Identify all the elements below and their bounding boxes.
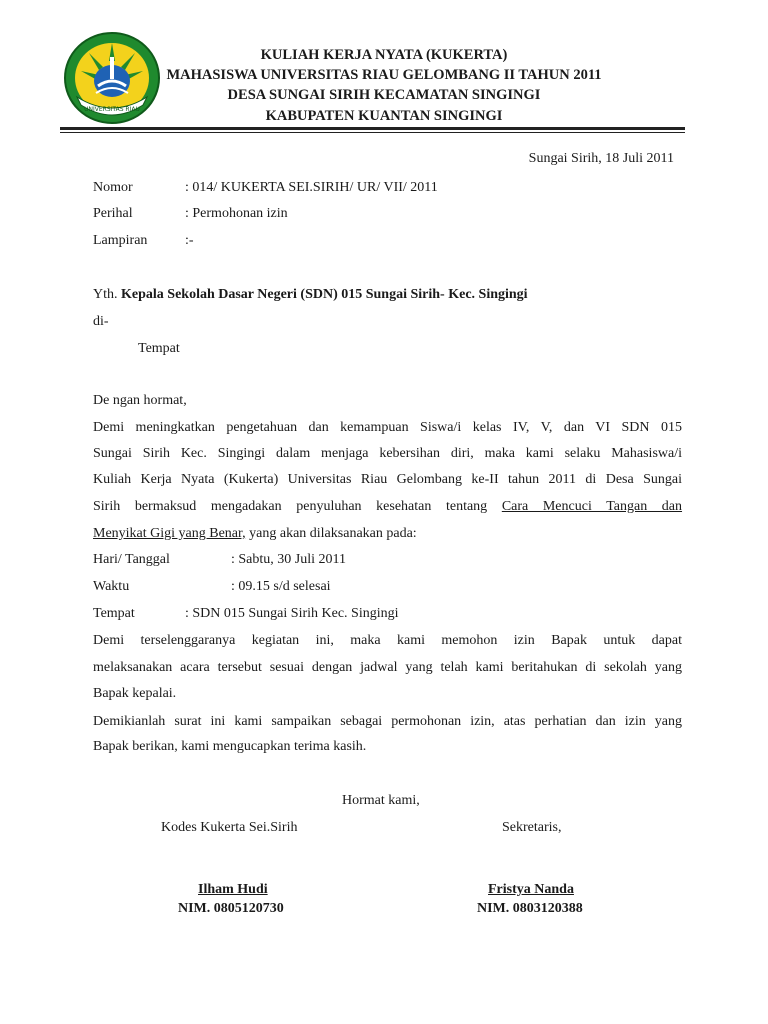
perihal-value: : Permohonan izin	[185, 206, 288, 221]
waktu-label: Waktu	[93, 579, 130, 594]
paragraph-1-line-1: Demi meningkatkan pengetahuan dan kemampuan Siswa/i kelas IV, V, dan VI SDN 015	[93, 420, 682, 435]
yth-label: Yth.	[93, 287, 118, 302]
header-rule-thick	[60, 127, 685, 130]
hari-value: : Sabtu, 30 Juli 2011	[231, 552, 346, 567]
paragraph-1-line-3: Kuliah Kerja Nyata (Kukerta) Universitas Riau Gelombang ke-II tahun 2011 di Desa Sungai	[93, 472, 682, 487]
waktu-value: : 09.15 s/d selesai	[231, 579, 331, 594]
tempat-event-value: : SDN 015 Sungai Sirih Kec. Singingi	[185, 606, 399, 621]
topic-underlined-part-1: Cara Mencuci Tangan dan	[501, 499, 683, 514]
left-signer-title: Kodes Kukerta Sei.Sirih	[161, 820, 298, 835]
svg-text:UNIVERSITAS RIAU: UNIVERSITAS RIAU	[84, 106, 140, 113]
paragraph-1-line-4	[93, 498, 682, 516]
closing-hormat: Hormat kami,	[342, 793, 420, 808]
left-signer-nim: NIM. 0805120730	[178, 901, 284, 916]
perihal-label: Perihal	[93, 206, 133, 221]
paragraph-2-line-1: Demi terselenggaranya kegiatan ini, maka kami memohon izin Bapak untuk dapat	[93, 633, 682, 648]
greeting: De ngan hormat,	[93, 393, 187, 408]
recipient-line	[93, 287, 528, 303]
right-signer-nim: NIM. 0803120388	[477, 901, 583, 916]
header-line-2: MAHASISWA UNIVERSITAS RIAU GELOMBANG II TAHUN 2011	[166, 67, 602, 83]
nomor-label: Nomor	[93, 180, 133, 195]
header-line-1: KULIAH KERJA NYATA (KUKERTA)	[260, 47, 508, 63]
letter-date: Sungai Sirih, 18 Juli 2011	[528, 151, 674, 166]
paragraph-1-line-2: Sungai Sirih Kec. Singingi dalam menjaga kebersihan diri, maka kami selaku Mahasiswa/i	[93, 446, 682, 461]
header-line-3: DESA SUNGAI SIRIH KECAMATAN SINGINGI	[227, 87, 541, 103]
paragraph-1-line-4-text: Sirih bermaksud mengadakan penyuluhan kesehatan tentang	[93, 499, 488, 514]
header-line-4: KABUPATEN KUANTAN SINGINGI	[265, 108, 503, 124]
header-rule-thin	[60, 132, 685, 133]
paragraph-3-last-line: Bapak berikan, kami mengucapkan terima kasih.	[93, 739, 367, 754]
di-label: di-	[93, 314, 109, 329]
recipient-name: Kepala Sekolah Dasar Negeri (SDN) 015 Sungai Sirih- Kec. Singingi	[121, 287, 528, 302]
right-signer-title: Sekretaris,	[502, 820, 562, 835]
lampiran-label: Lampiran	[93, 233, 148, 248]
nomor-value: : 014/ KUKERTA SEI.SIRIH/ UR/ VII/ 2011	[185, 180, 438, 195]
tempat-event-label: Tempat	[93, 606, 135, 621]
left-signer-name: Ilham Hudi	[198, 882, 268, 897]
topic-underlined-part-2: Menyikat Gigi yang Benar,	[93, 526, 246, 541]
paragraph-2-last-line: Bapak kepalai.	[93, 686, 177, 701]
lampiran-value: :-	[185, 233, 194, 248]
paragraph-2-line-2: melaksanakan acara tersebut sesuai dengan jadwal yang telah kami beritahukan di sekolah yang	[93, 660, 682, 675]
paragraph-1-line-5-text: yang akan dilaksanakan pada:	[249, 526, 417, 541]
tempat-label: Tempat	[138, 341, 180, 356]
right-signer-name: Fristya Nanda	[488, 882, 574, 897]
paragraph-3-line-1: Demikianlah surat ini kami sampaikan sebagai permohonan izin, atas perhatian dan izin yang	[93, 714, 682, 729]
hari-label: Hari/ Tanggal	[93, 552, 170, 567]
paragraph-1-line-5	[93, 526, 417, 542]
